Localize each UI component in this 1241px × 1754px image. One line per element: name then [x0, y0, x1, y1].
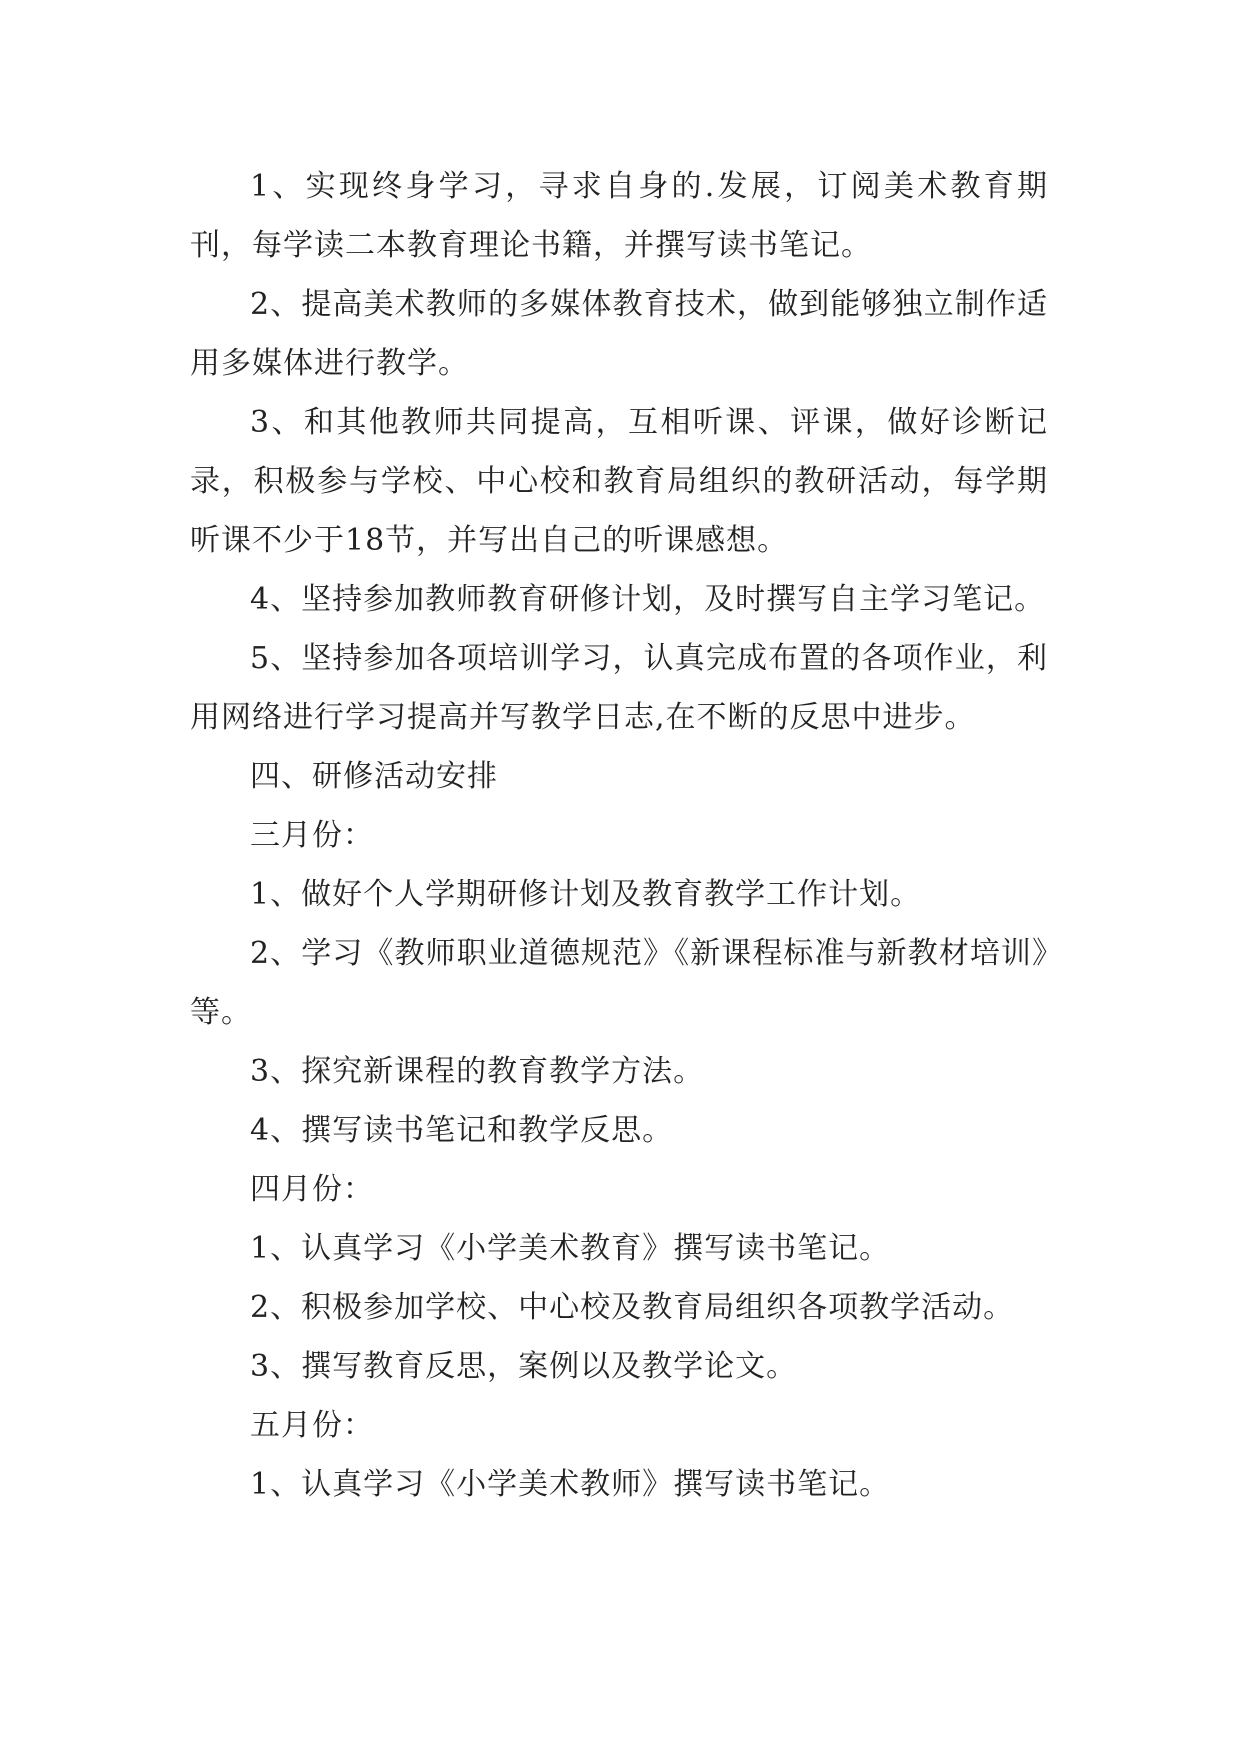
april-item-1: 1、认真学习《小学美术教育》撰写读书笔记。 — [250, 1231, 891, 1266]
march-item-3: 3、探究新课程的教育教学方法。 — [250, 1054, 705, 1089]
march-item-2: 2、学习《教师职业道德规范》《新课程标准与新教材培训》等。 — [190, 936, 1048, 1030]
paragraph-goal-3: 3、和其他教师共同提高，互相听课、评课，做好诊断记录，积极参与学校、中心校和教育局组织的教研活动，每学期听课不少于18节，并写出自己的听课感想。 — [190, 405, 1048, 558]
month-heading-april: 四月份： — [250, 1172, 374, 1207]
may-item-1: 1、认真学习《小学美术教师》撰写读书笔记。 — [250, 1467, 891, 1502]
april-item-2: 2、积极参加学校、中心校及教育局组织各项教学活动。 — [250, 1290, 1015, 1325]
march-item-1: 1、做好个人学期研修计划及教育教学工作计划。 — [250, 877, 922, 912]
march-item-4: 4、撰写读书笔记和教学反思。 — [250, 1113, 674, 1148]
section-heading-activities: 四、研修活动安排 — [250, 759, 498, 794]
april-item-3: 3、撰写教育反思，案例以及教学论文。 — [250, 1349, 798, 1384]
document-body — [190, 157, 1048, 1514]
paragraph-goal-5: 5、坚持参加各项培训学习，认真完成布置的各项作业，利用网络进行学习提高并写教学日志,在不断的反思中进步。 — [190, 641, 1048, 735]
month-heading-march: 三月份： — [250, 818, 374, 853]
paragraph-goal-1: 1、实现终身学习，寻求自身的.发展，订阅美术教育期刊，每学读二本教育理论书籍，并撰写读书笔记。 — [190, 169, 1048, 263]
month-heading-may: 五月份： — [250, 1408, 374, 1443]
paragraph-goal-2: 2、提高美术教师的多媒体教育技术，做到能够独立制作适用多媒体进行教学。 — [190, 287, 1048, 381]
paragraph-goal-4: 4、坚持参加教师教育研修计划，及时撰写自主学习笔记。 — [250, 582, 1046, 617]
